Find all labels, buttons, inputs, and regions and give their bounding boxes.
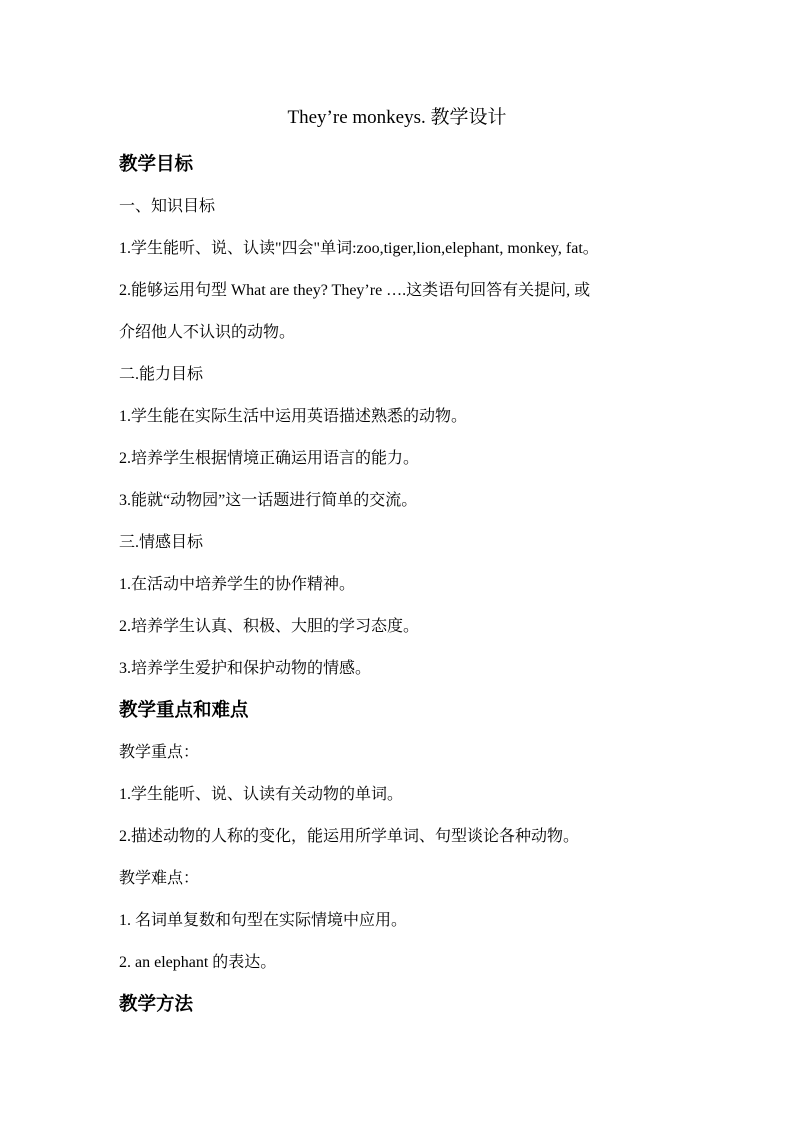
body-line: 教学难点： [119, 870, 200, 887]
body-line: 1.学生能听、说、认读"四会"单词:zoo,tiger,lion,elephant, monkey, fat。 [119, 240, 599, 257]
section-heading: 教学目标 [119, 155, 194, 175]
body-line: 1.学生能在实际生活中运用英语描述熟悉的动物。 [119, 408, 468, 425]
body-line: 介绍他人不认识的动物。 [119, 324, 296, 341]
body-line: 2.培养学生根据情境正确运用语言的能力。 [119, 450, 420, 467]
body-line: 3.培养学生爱护和保护动物的情感。 [119, 660, 372, 677]
body-line: 一、知识目标 [119, 198, 216, 215]
body-line: 三.情感目标 [119, 534, 204, 551]
body-line: 3.能就“动物园”这一话题进行简单的交流。 [119, 492, 418, 509]
section-heading: 教学重点和难点 [119, 701, 249, 721]
body-line: 2.能够运用句型 What are they? They’re ….这类语句回答有关提问, 或 [119, 282, 591, 299]
body-line: 1. 名词单复数和句型在实际情境中应用。 [119, 912, 408, 929]
body-line: 教学重点： [119, 744, 200, 761]
document-body [119, 144, 685, 1026]
body-line: 2.描述动物的人称的变化，能运用所学单词、句型谈论各种动物。 [119, 828, 580, 845]
body-line: 1.学生能听、说、认读有关动物的单词。 [119, 786, 404, 803]
body-line: 2. an elephant 的表达。 [119, 954, 277, 971]
body-line: 1.在活动中培养学生的协作精神。 [119, 576, 356, 593]
body-line: 2.培养学生认真、积极、大胆的学习态度。 [119, 618, 420, 635]
body-line: 二.能力目标 [119, 366, 204, 383]
document-title: They’re monkeys. 教学设计 [287, 107, 507, 128]
section-heading: 教学方法 [119, 995, 194, 1015]
